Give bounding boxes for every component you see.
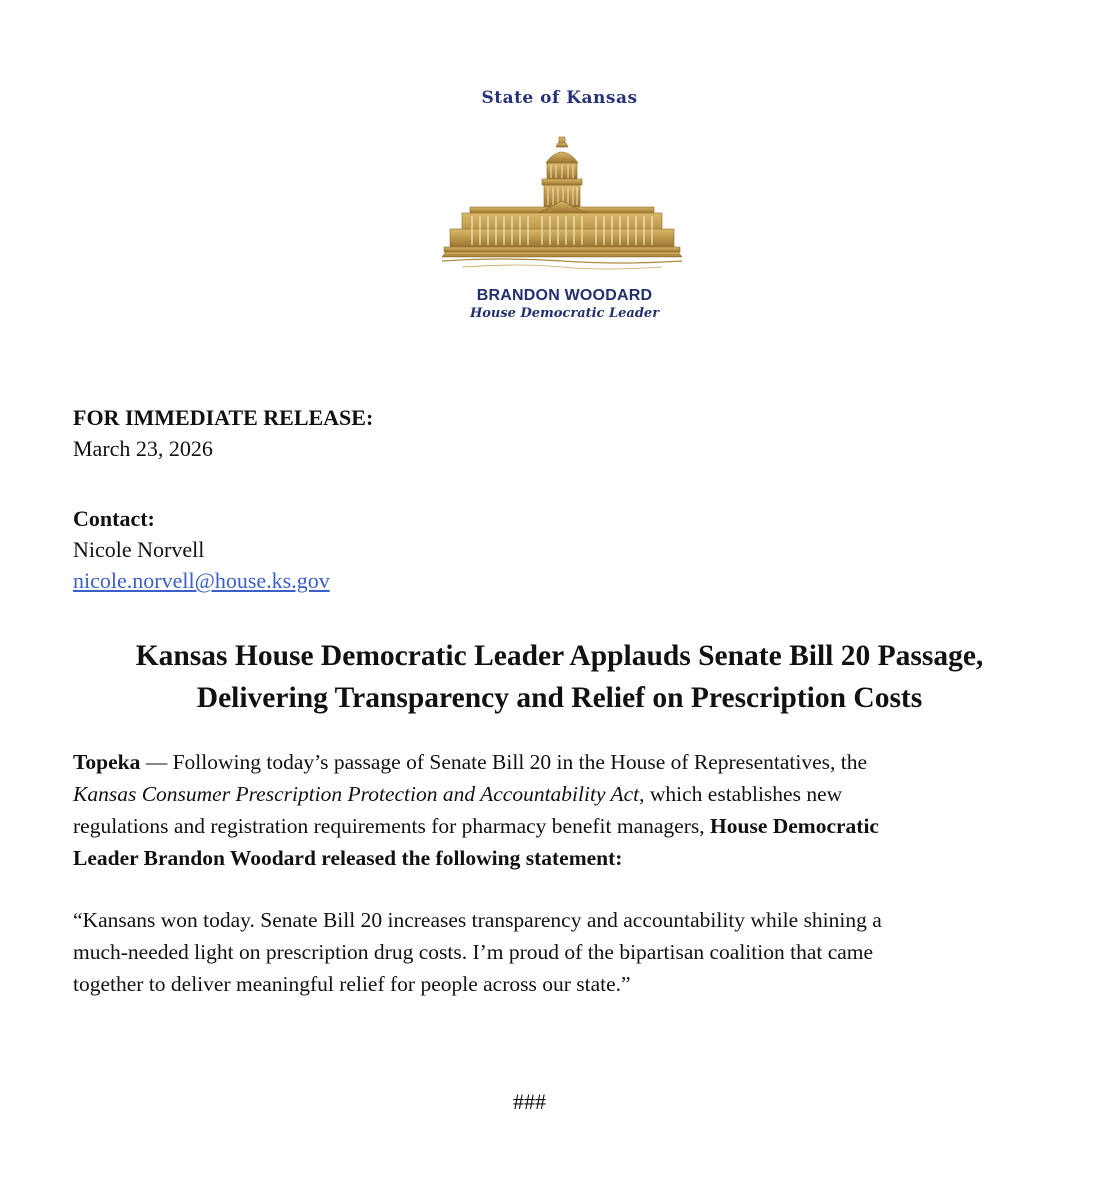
intro-text-2: , which establishes new: [639, 782, 843, 806]
contact-label: Contact:: [73, 506, 155, 531]
headline-line-2: Delivering Transparency and Relief on Prescription Costs: [196, 682, 923, 714]
contact-info: [73, 503, 330, 596]
quote-line-3: together to deliver meaningful relief for people across our state.”: [73, 972, 631, 996]
release-date: March 23, 2026: [73, 436, 213, 461]
leader-name: BRANDON WOODARD: [476, 287, 653, 304]
capitol-building-icon: [442, 133, 682, 273]
headline: [30, 635, 1089, 719]
dateline: Topeka: [73, 750, 141, 774]
quote-line-2: much-needed light on prescription drug costs. I’m proud of the bipartisan coalition that came: [73, 940, 874, 964]
intro-text-3: regulations and registration requirements for pharmacy benefit managers,: [73, 814, 711, 838]
intro-text-1: — Following today’s passage of Senate Bill 20 in the House of Representatives, the: [140, 750, 868, 774]
contact-email-link[interactable]: nicole.norvell@house.ks.gov: [73, 568, 330, 593]
intro-bold-2: Leader Brandon Woodard released the following statement:: [73, 846, 623, 870]
intro-bold-1: House Democratic: [710, 814, 879, 838]
letterhead: [0, 0, 1119, 340]
intro-paragraph: [73, 746, 1063, 874]
release-label: FOR IMMEDIATE RELEASE:: [73, 405, 374, 430]
leader-title: House Democratic Leader: [469, 306, 660, 321]
state-title: State of Kansas: [481, 88, 638, 108]
act-name: Kansas Consumer Prescription Protection and Accountability Act: [73, 782, 640, 806]
contact-name: Nicole Norvell: [73, 537, 205, 562]
end-mark: ###: [513, 1089, 546, 1114]
quote-paragraph: [73, 904, 1063, 1000]
headline-line-1: Kansas House Democratic Leader Applauds Senate Bill 20 Passage,: [135, 640, 984, 672]
release-info: [73, 402, 373, 464]
quote-line-1: “Kansans won today. Senate Bill 20 increases transparency and accountability while shining a: [73, 908, 882, 932]
